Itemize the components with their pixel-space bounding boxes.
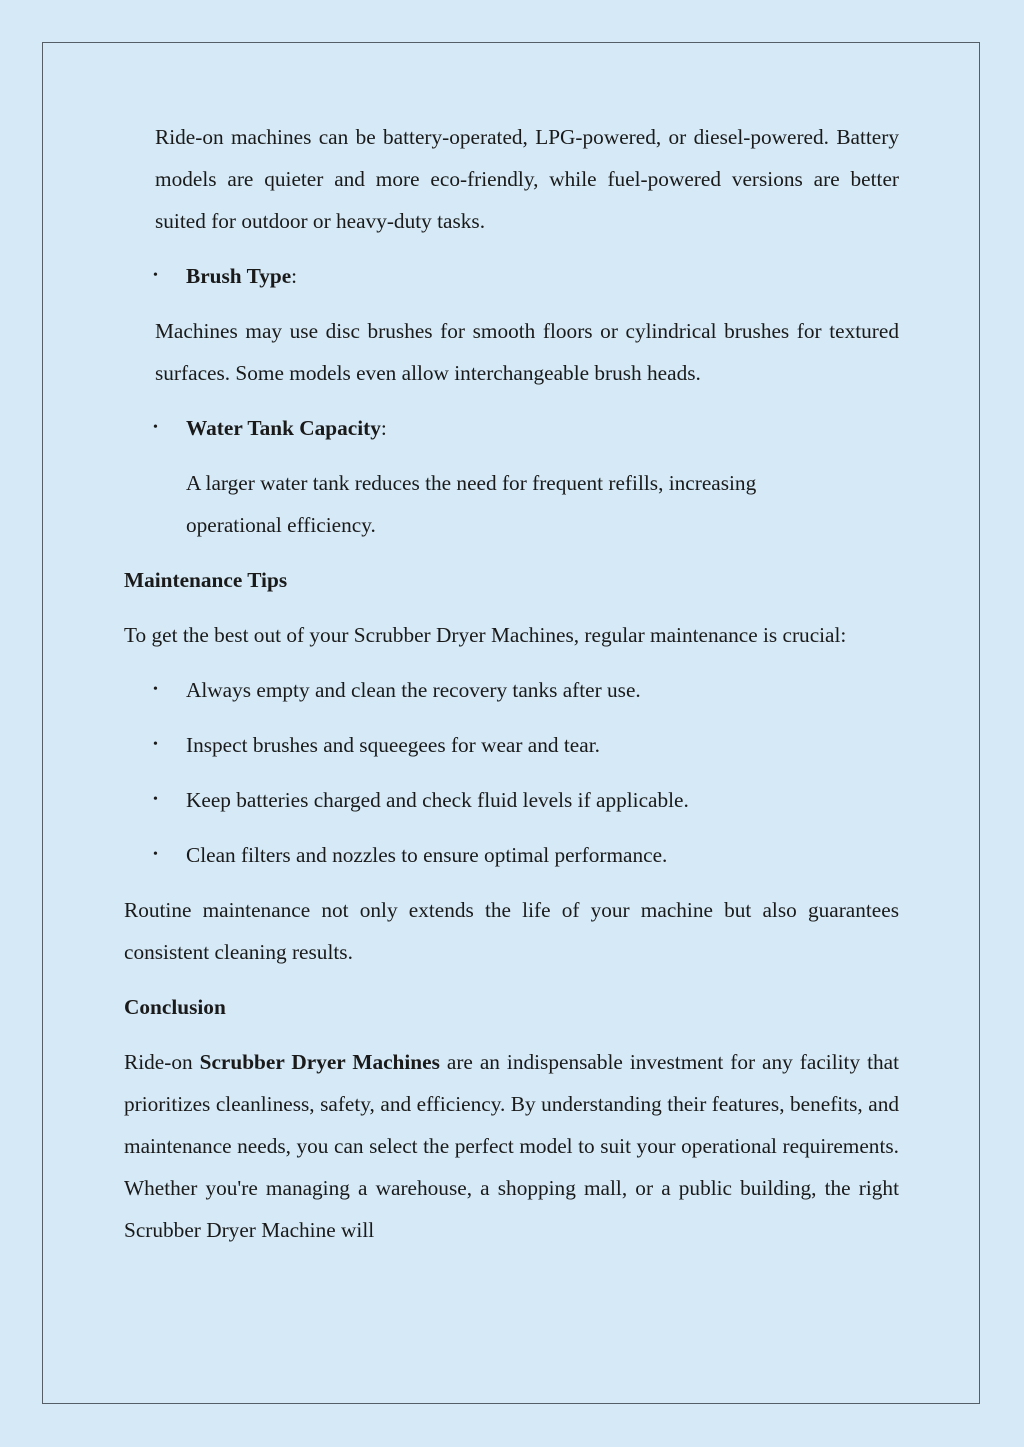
maintenance-intro: To get the best out of your Scrubber Dryer Machines, regular maintenance is crucial: bbox=[124, 623, 847, 647]
conclusion-heading: Conclusion bbox=[124, 995, 226, 1019]
maintenance-tip bbox=[124, 724, 899, 766]
maintenance-tip-text: Always empty and clean the recovery tanks after use. bbox=[186, 678, 641, 702]
conclusion-paragraph bbox=[124, 1041, 899, 1251]
maintenance-heading: Maintenance Tips bbox=[124, 568, 288, 592]
conclusion-bold-term: Scrubber Dryer Machines bbox=[199, 1050, 440, 1074]
feature-brush-title: Brush Type bbox=[186, 264, 292, 288]
feature-brush-text: Machines may use disc brushes for smooth floors or cylindrical brushes for textured surfaces. Some models even allow interchangeable brush heads. bbox=[155, 319, 899, 385]
feature-water-title: Water Tank Capacity bbox=[186, 416, 381, 440]
maintenance-tip-text: Clean filters and nozzles to ensure optimal performance. bbox=[186, 843, 668, 867]
conclusion-text: are an indispensable investment for any facility that prioritizes cleanliness, safety, and efficiency. By understanding their features, benefits, and maintenance needs, you can select the perfect model to suit your operational requirements. Whether you're managing a warehouse, a shopping mall, or a public building, the right Scrubber Dryer Machine will bbox=[124, 1050, 900, 1242]
intro-paragraph: Ride-on machines can be battery-operated, LPG-powered, or diesel-powered. Battery models are quieter and more eco-friendly, while fuel-powered versions are better suited for outdoor or heavy-duty tasks. bbox=[155, 125, 899, 233]
bullet-icon: • bbox=[153, 268, 158, 283]
maintenance-closing: Routine maintenance not only extends the life of your machine but also guarantees consistent cleaning results. bbox=[124, 898, 899, 964]
maintenance-tip bbox=[124, 669, 899, 711]
maintenance-tip-text: Inspect brushes and squeegees for wear and tear. bbox=[186, 733, 600, 757]
feature-water-item bbox=[124, 407, 899, 449]
maintenance-tip bbox=[124, 779, 899, 821]
feature-water-text-line2: operational efficiency. bbox=[186, 513, 376, 537]
bullet-icon: • bbox=[153, 792, 158, 807]
maintenance-tip bbox=[124, 834, 899, 876]
feature-brush-item bbox=[124, 255, 899, 297]
bullet-icon: • bbox=[153, 682, 158, 697]
conclusion-lead: Ride-on bbox=[124, 1050, 200, 1074]
feature-water-text bbox=[124, 462, 899, 546]
feature-water-colon: : bbox=[380, 416, 387, 440]
feature-water-text-line1: A larger water tank reduces the need for frequent refills, increasing bbox=[186, 471, 757, 495]
maintenance-tip-text: Keep batteries charged and check fluid levels if applicable. bbox=[186, 788, 689, 812]
document-body bbox=[124, 116, 899, 1251]
bullet-icon: • bbox=[153, 847, 158, 862]
bullet-icon: • bbox=[153, 420, 158, 435]
bullet-icon: • bbox=[153, 737, 158, 752]
feature-brush-colon: : bbox=[291, 264, 298, 288]
